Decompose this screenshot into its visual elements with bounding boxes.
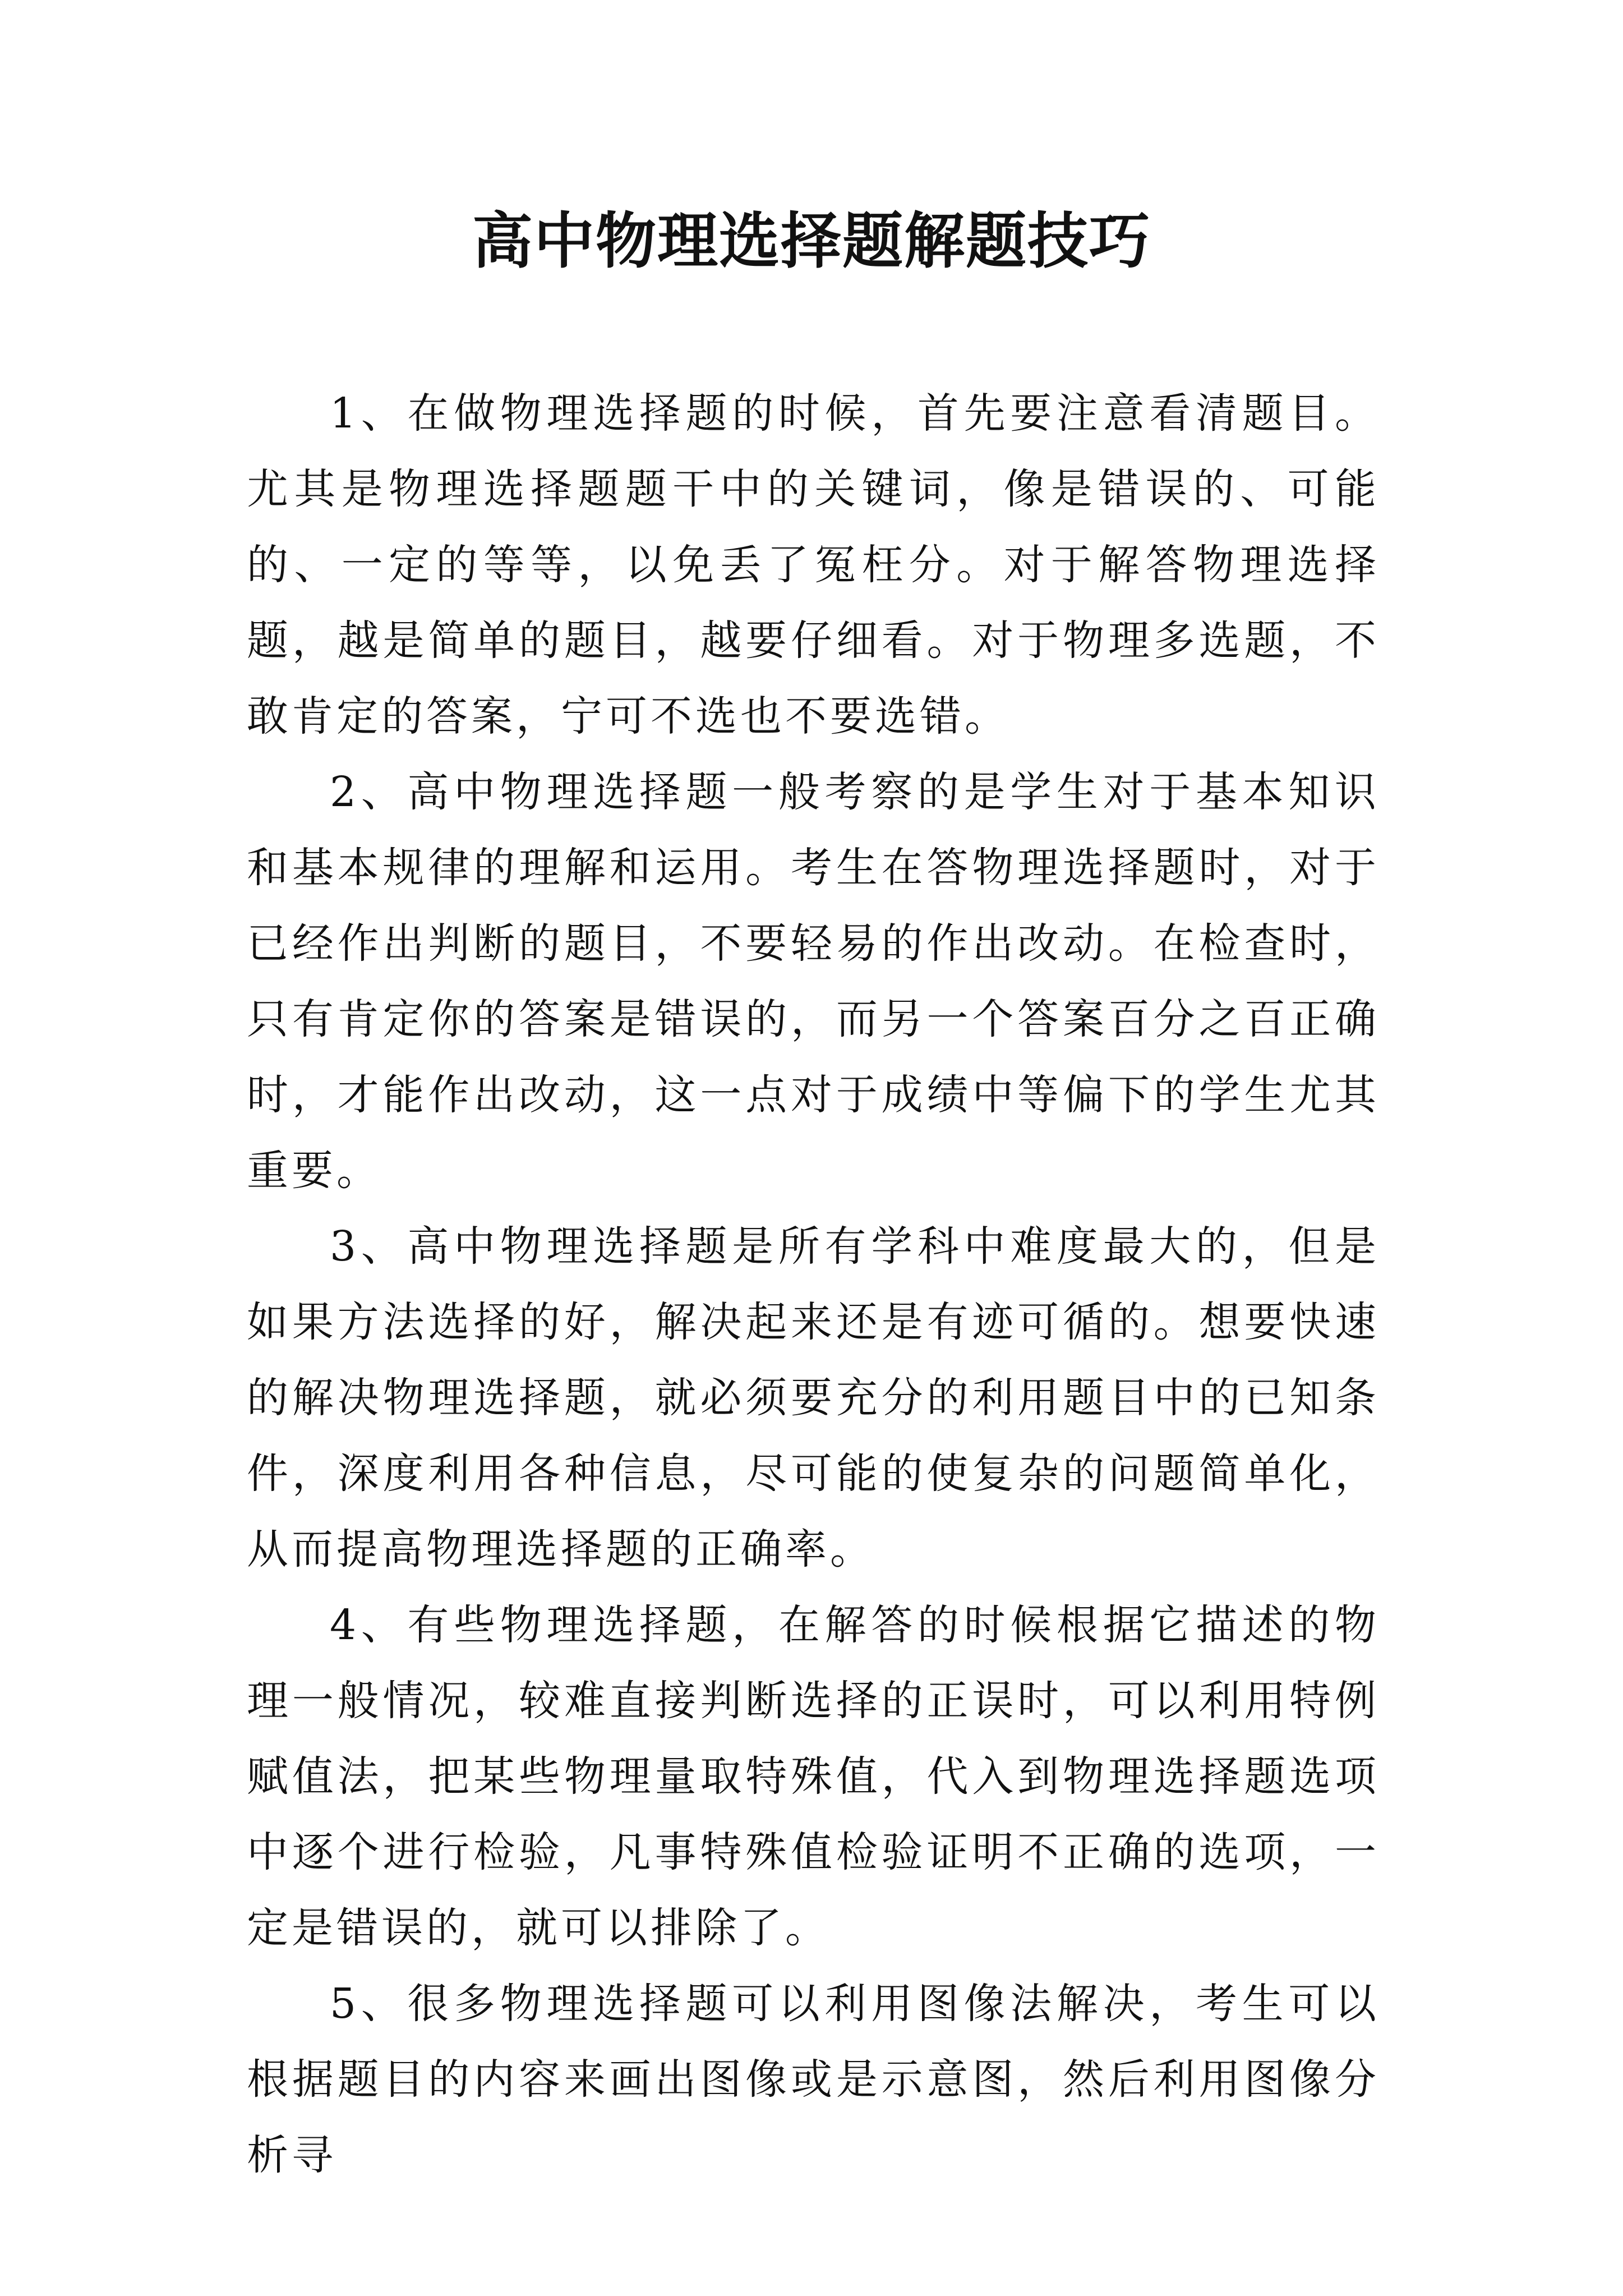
- paragraph-4: 4、有些物理选择题，在解答的时候根据它描述的物理一般情况，较难直接判断选择的正误时，可以利用特例赋值法，把某些物理量取特殊值，代入到物理选择题选项中逐个进行检验，凡事特殊值检验证明不正确的选项，一定是错误的，就可以排除了。: [247, 1601, 1380, 1952]
- paragraph-2: 2、高中物理选择题一般考察的是学生对于基本知识和基本规律的理解和运用。考生在答物理选择题时，对于已经作出判断的题目，不要轻易的作出改动。在检查时，只有肯定你的答案是错误的，而另一个答案百分之百正确时，才能作出改动，这一点对于成绩中等偏下的学生尤其重要。: [247, 768, 1380, 1195]
- paragraph-3: 3、高中物理选择题是所有学科中难度最大的，但是如果方法选择的好，解决起来还是有迹可循的。想要快速的解决物理选择题，就必须要充分的利用题目中的已知条件，深度利用各种信息，尽可能的使复杂的问题简单化，从而提高物理选择题的正确率。: [247, 1222, 1380, 1573]
- paragraph-1: 1、在做物理选择题的时候，首先要注意看清题目。尤其是物理选择题题干中的关键词，像是错误的、可能的、一定的等等，以免丢了冤枉分。对于解答物理选择题，越是简单的题目，越要仔细看。对于物理多选题，不敢肯定的答案，宁可不选也不要选错。: [247, 389, 1380, 740]
- document-title: 高中物理选择题解题技巧: [472, 206, 1151, 277]
- paragraph-5: 5、很多物理选择题可以利用图像法解决，考生可以根据题目的内容来画出图像或是示意图，然后利用图像分析寻: [247, 1980, 1380, 2179]
- document-body: [247, 376, 1380, 2193]
